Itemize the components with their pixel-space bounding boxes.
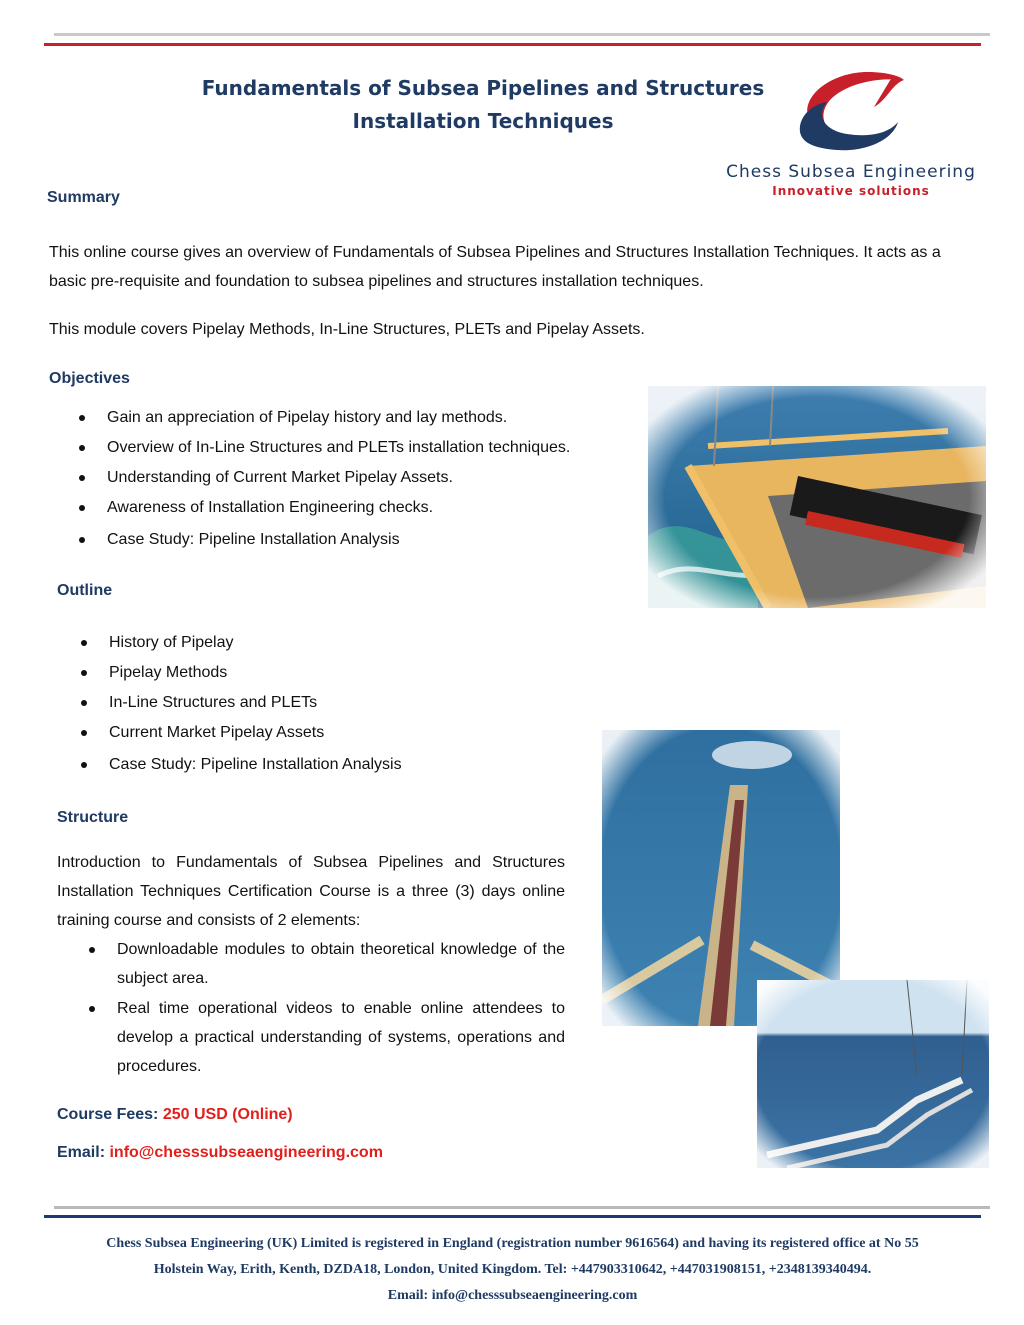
photo-stinger-open-sea: [757, 980, 989, 1168]
logo-swoosh-icon: [792, 62, 912, 154]
logo-tagline: Innovative solutions: [772, 184, 930, 198]
course-fees: [57, 1106, 293, 1124]
summary-heading: Summary: [47, 189, 120, 206]
outline-item: In-Line Structures and PLETs: [109, 688, 402, 718]
structure-list: [117, 935, 565, 1082]
summary-paragraph-1-line-1: This online course gives an overview of Fundamentals of Subsea Pipelines and Structures Installation Techniques. It acts as a: [49, 244, 941, 261]
objective-item: Case Study: Pipeline Installation Analysis: [107, 525, 570, 555]
contact-email-link[interactable]: info@chesssubseaengineering.com: [109, 1144, 383, 1161]
outline-item: Pipelay Methods: [109, 658, 402, 688]
company-logo: [712, 62, 990, 202]
structure-item: Downloadable modules to obtain theoretical knowledge of the subject area.: [117, 935, 565, 993]
footer-email[interactable]: Email: info@chesssubseaengineering.com: [387, 1288, 638, 1303]
objective-item: Gain an appreciation of Pipelay history and lay methods.: [107, 403, 570, 433]
document-title-line2: Installation Techniques: [352, 109, 614, 133]
course-fees-value: 250 USD (Online): [162, 1106, 293, 1123]
outline-heading: Outline: [57, 582, 113, 599]
top-red-rule: [44, 43, 981, 46]
structure-heading: Structure: [57, 809, 129, 826]
logo-company-name: Chess Subsea Engineering: [726, 162, 976, 182]
objective-item: Understanding of Current Market Pipelay Assets.: [107, 463, 570, 493]
summary-paragraph-1: [49, 238, 989, 296]
summary-paragraph-1-line-2: basic pre-requisite and foundation to subsea pipelines and structures installation techniques.: [49, 273, 704, 290]
objective-item: Awareness of Installation Engineering checks.: [107, 493, 570, 523]
top-grey-rule: [54, 33, 990, 36]
footer-blue-rule: [44, 1215, 981, 1218]
course-fees-label: Course Fees:: [57, 1106, 159, 1123]
contact-email-label: Email:: [57, 1144, 106, 1161]
objective-item: Overview of In-Line Structures and PLETs installation techniques.: [107, 433, 570, 463]
footer-grey-rule: [54, 1206, 990, 1209]
objectives-heading: Objectives: [49, 370, 130, 387]
objectives-list: [107, 403, 570, 553]
outline-list: [109, 628, 402, 778]
footer-line-1: Chess Subsea Engineering (UK) Limited is registered in England (registration number 9616564) and having its registered office at No 55: [106, 1236, 919, 1251]
footer-line-2: Holstein Way, Erith, Kenth, DZDA18, London, United Kingdom. Tel: +447903310642, +447031908151, +2348139340494.: [153, 1262, 872, 1277]
photo-pipelay-deck: [648, 386, 986, 608]
outline-item: Case Study: Pipeline Installation Analysis: [109, 750, 402, 780]
structure-intro: Introduction to Fundamentals of Subsea Pipelines and Structures Installation Techniques Certification Course is a three (3) days online training course and consists of 2 elements:: [57, 854, 565, 929]
contact-email: [57, 1144, 383, 1162]
outline-item: History of Pipelay: [109, 628, 402, 658]
document-title-line1: Fundamentals of Subsea Pipelines and Structures: [201, 76, 765, 100]
structure-item: Real time operational videos to enable online attendees to develop a practical understanding of systems, operations and procedures.: [117, 994, 565, 1081]
outline-item: Current Market Pipelay Assets: [109, 718, 402, 748]
summary-paragraph-2: This module covers Pipelay Methods, In-Line Structures, PLETs and Pipelay Assets.: [49, 321, 645, 338]
